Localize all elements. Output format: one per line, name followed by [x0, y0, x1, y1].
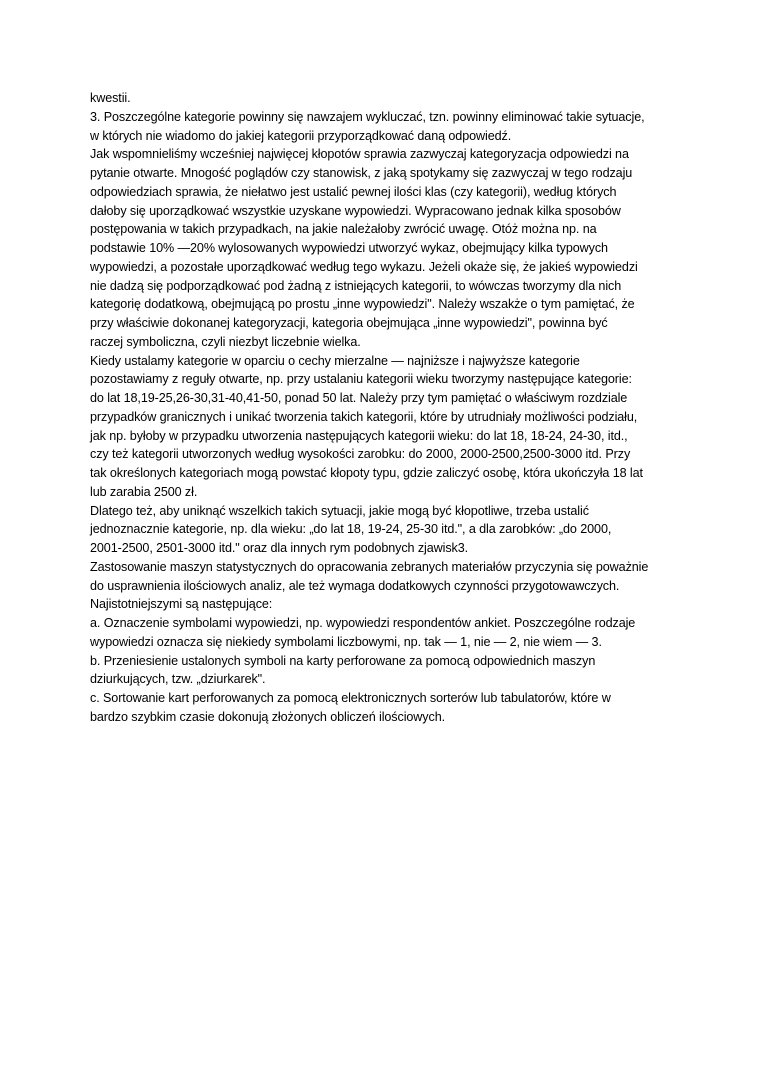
- text-line: raczej symboliczna, czyli niezbyt liczebnie wielka.: [90, 334, 361, 349]
- text-line: Dlatego też, aby uniknąć wszelkich takich sytuacji, jakie mogą być kłopotliwe, trzeba ustalić: [90, 503, 589, 518]
- text-line: do usprawnienia ilościowych analiz, ale też wymaga dodatkowych czynności przygotowawczych.: [90, 578, 620, 593]
- text-line: podstawie 10% —20% wylosowanych wypowiedzi utworzyć wykaz, obejmujący kilka typowych: [90, 241, 608, 255]
- text-line: wypowiedzi, a pozostałe uporządkować według tego wykazu. Jeżeli okaże się, że jakieś wypowiedzi: [90, 259, 638, 274]
- text-line: pytanie otwarte. Mnogość poglądów czy stanowisk, z jaką spotykamy się zazwyczaj w tego rodzaju: [90, 166, 633, 180]
- text-line: odpowiedziach sprawia, że niełatwo jest ustalić pewnej ilości klas (czy kategorii), według których: [90, 184, 617, 199]
- text-line: jednoznacznie kategorie, np. dla wieku: „do lat 18, 19-24, 25-30 itd.", a dla zarobków: „do 2000,: [90, 522, 612, 537]
- text-line: kwestii.: [90, 91, 131, 105]
- text-line: Najistotniejszymi są następujące:: [90, 597, 273, 612]
- text-line: jak np. byłoby w przypadku utworzenia następujących kategorii wieku: do lat 18, 18-24, 24-30, itd.,: [90, 428, 628, 443]
- text-line: czy też kategorii utworzonych według wysokości zarobku: do 2000, 2000-2500,2500-3000 itd. Przy: [90, 447, 631, 462]
- text-line: a. Oznaczenie symbolami wypowiedzi, np. wypowiedzi respondentów ankiet. Poszczególne rodzaje: [90, 616, 636, 630]
- text-line: dziurkujących, tzw. „dziurkarek".: [90, 672, 266, 687]
- text-line: pozostawiamy z reguły otwarte, np. przy ustalaniu kategorii wieku tworzymy następujące kategorie:: [90, 372, 632, 387]
- text-line: do lat 18,19-25,26-30,31-40,41-50, ponad 50 lat. Należy przy tym pamiętać o właściwym rozdziale: [90, 391, 628, 405]
- text-line: Zastosowanie maszyn statystycznych do opracowania zebranych materiałów przyczynia się poważnie: [90, 559, 649, 574]
- text-line: w których nie wiadomo do jakiej kategorii przyporządkować daną odpowiedź.: [90, 128, 512, 143]
- text-line: wypowiedzi oznacza się niekiedy symbolami liczbowymi, np. tak — 1, nie — 2, nie wiem — 3.: [90, 634, 602, 649]
- text-line: 3. Poszczególne kategorie powinny się nawzajem wykluczać, tzn. powinny eliminować takie sytuacje,: [90, 109, 645, 124]
- text-line: 2001-2500, 2501-3000 itd." oraz dla innych rym podobnych zjawisk3.: [90, 541, 469, 555]
- text-line: b. Przeniesienie ustalonych symboli na karty perforowane za pomocą odpowiednich maszyn: [90, 653, 596, 668]
- text-line: przypadków granicznych i unikać tworzenia takich kategorii, które by utrudniały możliwości podziału,: [90, 409, 638, 424]
- text-line: Kiedy ustalamy kategorie w oparciu o cechy mierzalne — najniższe i najwyższe kategorie: [90, 353, 580, 368]
- text-line: przy właściwie dokonanej kategoryzacji, kategoria obejmująca „inne wypowiedzi", powinna być: [90, 316, 608, 330]
- text-line: postępowania w takich przypadkach, na jakie należałoby zwrócić uwagę. Otóż można np. na: [90, 222, 597, 237]
- text-line: c. Sortowanie kart perforowanych za pomocą elektronicznych sorterów lub tabulatorów, które w: [90, 691, 611, 705]
- text-line: tak określonych kategoriach mogą powstać kłopoty typu, gdzie zaliczyć osobę, która ukończyła 18 lat: [90, 466, 643, 480]
- text-line: Jak wspomnieliśmy wcześniej najwięcej kłopotów sprawia zazwyczaj kategoryzacja odpowiedzi na: [90, 147, 629, 162]
- text-line: dałoby się uporządkować wszystkie uzyskane wypowiedzi. Wypracowano jednak kilka sposobów: [90, 203, 621, 218]
- text-line: kategorię dodatkową, obejmującą po prostu „inne wypowiedzi". Należy wszakże o tym pamiętać, że: [90, 297, 635, 312]
- text-line: lub zarabia 2500 zł.: [90, 484, 198, 499]
- text-line: bardzo szybkim czasie dokonują złożonych obliczeń ilościowych.: [90, 709, 445, 724]
- text-line: nie dadzą się podporządkować pod żadną z istniejących kategorii, to wówczas tworzymy dla nich: [90, 278, 622, 293]
- body-text: [90, 89, 670, 727]
